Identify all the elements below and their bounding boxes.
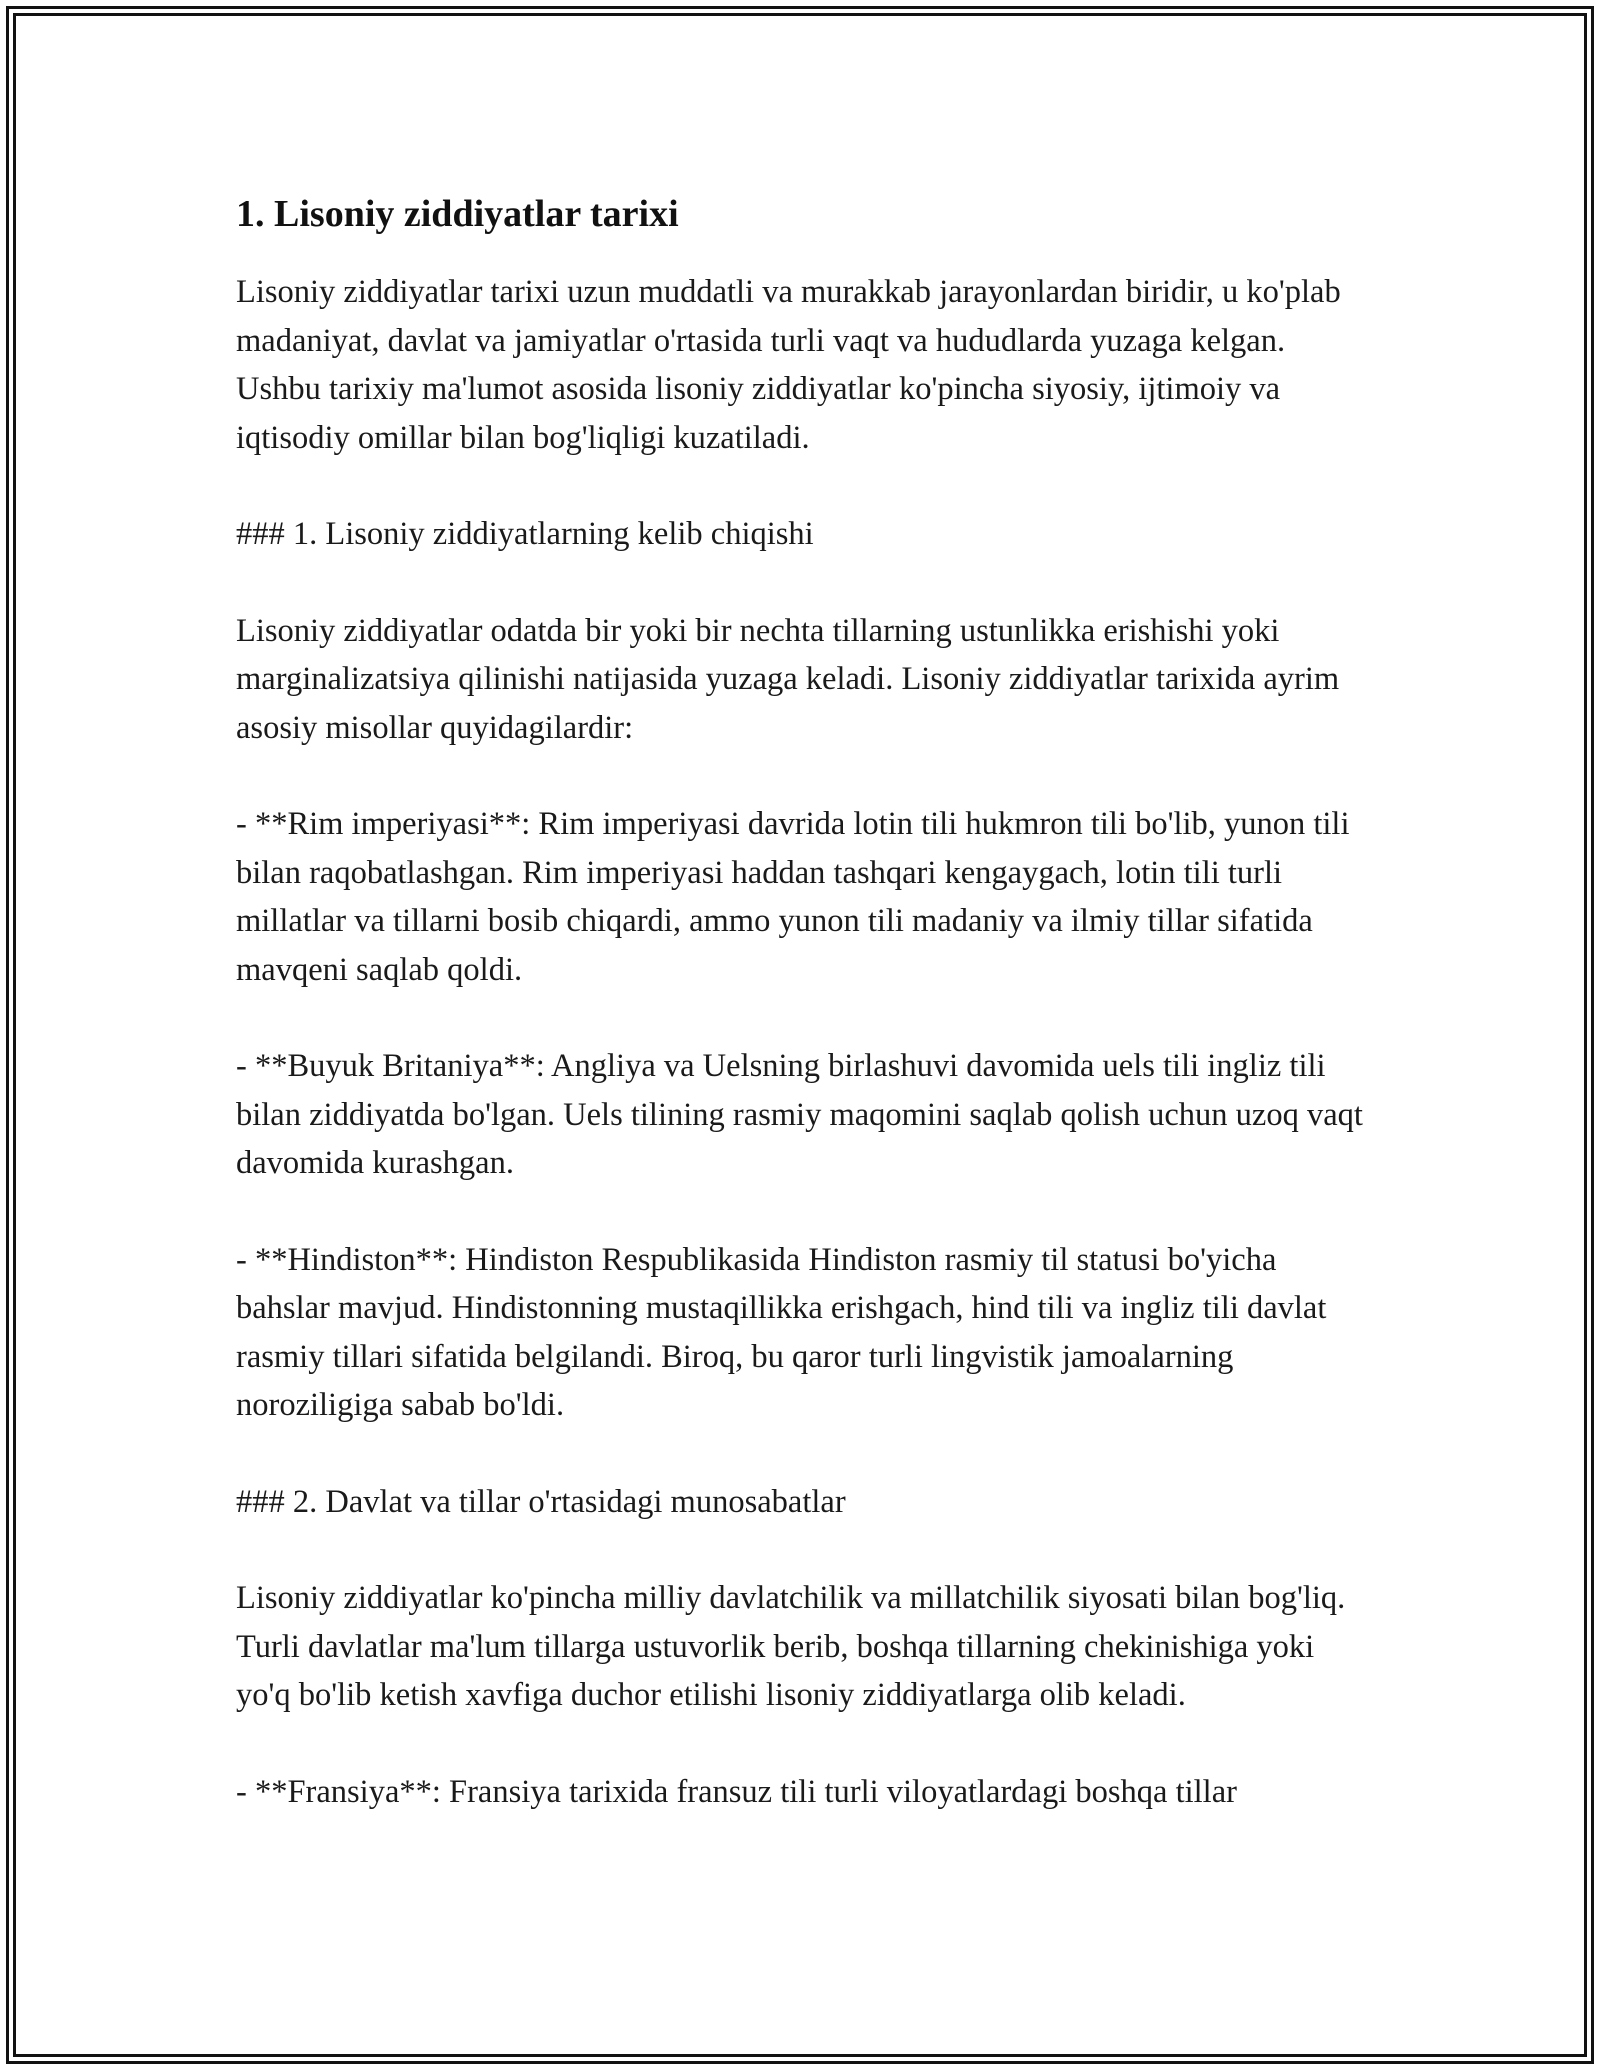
section-2-paragraph: Lisoniy ziddiyatlar ko'pincha milliy davlatchilik va millatchilik siyosati bilan bog'liq. Turli davlatlar ma'lum tillarga ustuvorlik berib, boshqa tillarning chekinishiga yoki yo'q bo'lib ketish xavfiga duchor etilishi lisoniy ziddiyatlarga olib keladi. bbox=[236, 1580, 1346, 1713]
section-1-paragraph: Lisoniy ziddiyatlar odatda bir yoki bir nechta tillarning ustunlikka erishishi yoki marginalizatsiya qilinishi natijasida yuzaga keladi. Lisoniy ziddiyatlar tarixida ayrim asosiy misollar quyidagilardir: bbox=[236, 612, 1340, 746]
list-item-fransiya: - **Fransiya**: Fransiya tarixida fransuz tili turli viloyatlardagi boshqa tillar bbox=[236, 1773, 1237, 1810]
list-item-hindiston: - **Hindiston**: Hindiston Respublikasida Hindiston rasmiy til statusi bo'yicha bahslar mavjud. Hindistonning mustaqillikka erishgach, hind tili va ingliz tili davlat rasmiy tillari sifatida belgilandi. Biroq, bu qaror turli lingvistik jamoalarning noroziligiga sabab bo'ldi. bbox=[236, 1241, 1327, 1423]
list-item-buyuk-britaniya: - **Buyuk Britaniya**: Angliya va Uelsning birlashuvi davomida uels tili ingliz tili bilan ziddiyatda bo'lgan. Uels tilining rasmiy maqomini saqlab qolish uchun uzoq vaqt davomida kurashgan. bbox=[236, 1048, 1363, 1181]
intro-paragraph: Lisoniy ziddiyatlar tarixi uzun muddatli va murakkab jarayonlardan biridir, u ko'plab madaniyat, davlat va jamiyatlar o'rtasida turli vaqt va hududlarda yuzaga kelgan. Ushbu tarixiy ma'lumot asosida lisoniy ziddiyatlar ko'pincha siyosiy, ijtimoiy va iqtisodiy omillar bilan bog'liqligi kuzatiladi. bbox=[236, 274, 1341, 456]
section-heading-2: ### 2. Davlat va tillar o'rtasidagi munosabatlar bbox=[236, 1483, 846, 1520]
list-item-rim-imperiyasi: - **Rim imperiyasi**: Rim imperiyasi davrida lotin tili hukmron tili bo'lib, yunon tili bilan raqobatlashgan. Rim imperiyasi haddan tashqari kengaygach, lotin tili turli millatlar va tillarni bosib chiqardi, ammo yunon tili madaniy va ilmiy tillar sifatida mavqeni saqlab qoldi. bbox=[236, 806, 1350, 988]
section-heading-1: ### 1. Lisoniy ziddiyatlarning kelib chiqishi bbox=[236, 516, 814, 552]
page-title: 1. Lisoniy ziddiyatlar tarixi bbox=[236, 193, 679, 235]
document-body bbox=[236, 182, 1376, 1816]
